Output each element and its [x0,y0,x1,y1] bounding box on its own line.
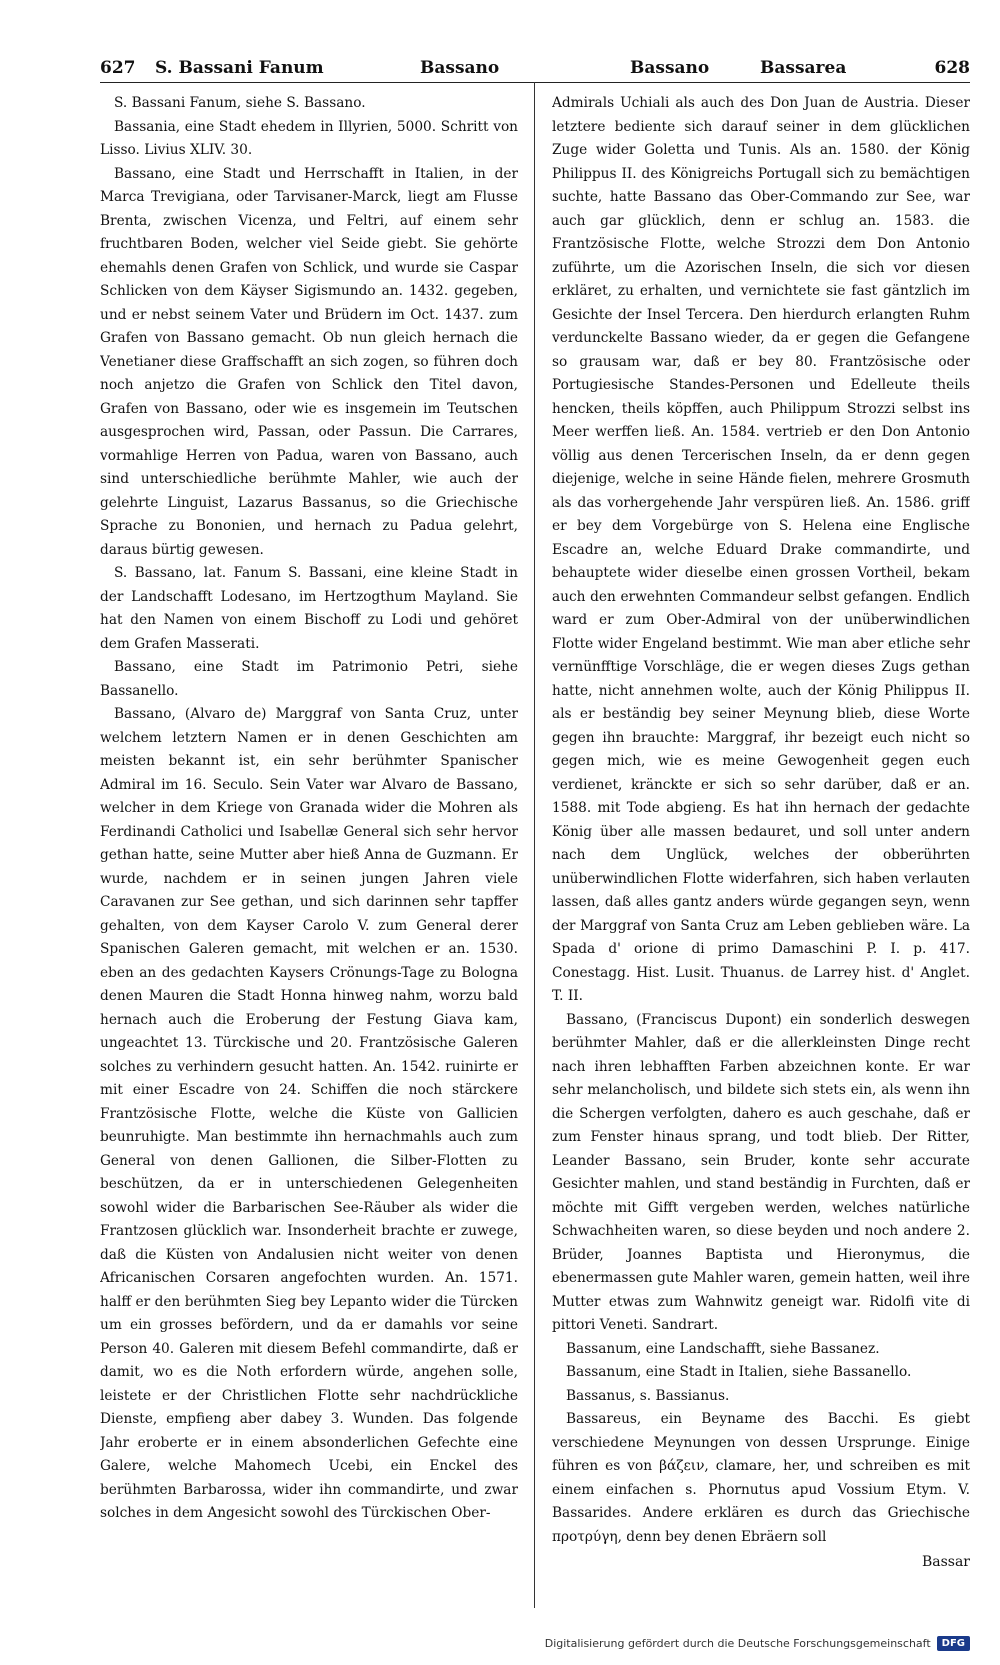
book-page [100,48,970,1608]
right-column [552,92,970,1608]
catchword: Bassar [921,1554,970,1570]
article-entry: Bassano, eine Stadt im Patrimonio Petri, siehe Bassanello. [100,659,518,699]
header-keyword-right: Bassarea [760,58,847,78]
article-entry: Bassano, eine Stadt und Herrschafft in Italien, in der Marca Trevigiana, oder Tarvisaner-Marck, liegt am Flusse Brenta, zwischen Vicenza, und Feltri, auf einem sehr fruchtbaren Boden, welcher viel Seide giebt. Sie gehörte ehemahls denen Grafen von Schlick, und wurde sie Caspar Schlicken von dem Käyser Sigismundo an. 1432. gegeben, und er nebst seinem Vater und Brüdern im Oct. 1437. zum Grafen von Bassano gemacht. Ob nun gleich hernach die Venetianer diese Graffschafft an sich zogen, so führen doch noch anjetzo die Grafen von Schlick den Titel davon, Grafen von Bassano, oder wie es insgemein im Teutschen ausgesprochen wird, Passan, oder Passun. Die Carrares, vormahlige Herren von Padua, waren von Bassano, auch sind unterschiedliche berühmte Mahler, wie auch der gelehrte Linguist, Lazarus Bassanus, so die Griechische Sprache zu Bononien, und hernach zu Padua gelehrt, daraus bürtig gewesen. [100,165,518,558]
article-entry: Bassanus, s. Bassianus. [566,1387,730,1404]
header-keyword-center-right: Bassano [630,58,710,78]
article-entry: Bassanum, eine Stadt in Italien, siehe Bassanello. [566,1364,912,1380]
article-entry: S. Bassani Fanum, siehe S. Bassano. [114,95,366,111]
header-title-left: S. Bassani Fanum [155,58,324,78]
page-number-left: 627 [100,58,136,78]
digitization-footer [545,1636,970,1651]
article-entry: Bassano, (Franciscus Dupont) ein sonderlich deswegen berühmter Mahler, daß er die allerkleinsten Dinge recht nach ihren lebhafften Farben abzeichnen konte. Er war sehr melancholisch, und bildete sich stets ein, als wenn ihn die Schergen verfolgten, dahero es auch geschahe, daß er zum Fenster hinaus sprang, und todt blieb. Der Ritter, Leander Bassano, sein Bruder, konte sehr accurate Gesichter mahlen, und stand beständig in Furchten, daß er möchte mit Gifft vergeben werden, welches natürliche Schwachheiten waren, so diese beyden und noch andere 2. Brüder, Joannes Baptista und Hieronymus, die ebenermassen gute Mahler waren, gemein hatten, weil ihre Mutter etwas zum Wahnwitz geneigt war. Ridolfi vite di pittori Veneti. Sandrart. [552,1011,970,1333]
article-entry: Bassareus, ein Beyname des Bacchi. Es giebt verschiedene Meynungen von dessen Ursprunge. Einige führen es von βάζειν, clamare, her, und schreiben es mit einem einfachen s. Phornutus apud Vossium Etym. V. Bassarides. Andere erklären es durch das Griechische προτρύγη, denn bey denen Ebräern soll [552,1411,970,1545]
running-header [100,48,970,83]
article-entry: Bassania, eine Stadt ehedem in Illyrien, 5000. Schritt von Lisso. Livius XLIV. 30. [100,118,518,158]
left-column [100,92,518,1608]
article-entry: Bassanum, eine Landschafft, siehe Bassanez. [566,1340,880,1357]
article-entry: Admirals Uchiali als auch des Don Juan de Austria. Dieser letztere bediente sich darauf seiner in dem glücklichen Zuge wider Goletta und Tunis. Als an. 1580. der König Philippus II. des Königreichs Portugall sich zu bemächtigen suchte, hatte Bassano das Ober-Commando zur See, war auch gar glücklich, denn er schlug an. 1583. die Frantzösische Flotte, welche Strozzi dem Don Antonio zuführte, um die Azorischen Inseln, die sich vor diesen erkläret, zu erhalten, und vernichtete sie fast gäntzlich im Gesichte der Insel Tercera. Den hierdurch erlangten Ruhm verdunckelte Bassano wieder, da er gegen die Gefangene so grausam war, daß er bey 80. Frantzösische oder Portugiesische Standes-Personen und Edelleute theils hencken, theils köpffen, auch Philippum Strozzi selbst ins Meer werffen ließ. An. 1584. vertrieb er den Don Antonio völlig aus denen Tercerischen Inseln, da er denn gegen diejenige, welche in seine Hände fielen, mehrere Grosmuth als das vorhergehende Jahr verspüren ließ. An. 1586. griff er bey dem Vorgebürge von S. Helena eine Englische Escadre an, welche Eduard Drake commandirte, und behauptete wider dieselbe einen grossen Vortheil, bekam auch den erwehnten Commandeur selbst gefangen. Endlich ward er zum Ober-Admiral von der unüberwindlichen Flotte wider Engeland bestimmt. Wie man aber etliche sehr vernünfftige Vorschläge, die er wegen dieses Zugs gethan hatte, nicht annehmen wolte, auch der König Philippus II. als er beständig bey seiner Meynung blieb, diese Worte gegen ihn brauchte: Marggraf, ihr bezeigt euch nicht so gegen mich, wie es meine Gewogenheit gegen euch verdienet, kränckte er sich so sehr darüber, daß er an. 1588. mit Tode abgieng. Es hat ihn hernach der gedachte König über alle massen bedauret, und soll unter andern nach dem Unglück, welches der obberührten unüberwindlichen Flotte widerfahren, sich haben verlauten lassen, daß alles gantz anders würde gegangen seyn, wenn der Marggraf von Santa Cruz am Leben geblieben wäre. La Spada d' orione di primo Damaschini P. I. p. 417. Conestagg. Hist. Lusit. Thuanus. de Larrey hist. d' Anglet. T. II. [552,95,970,1004]
header-keyword-left: Bassano [420,58,500,78]
dfg-logo-icon: DFG [937,1636,970,1651]
article-entry: S. Bassano, lat. Fanum S. Bassani, eine kleine Stadt in der Landschafft Lodesano, im Hertzogthum Mayland. Sie hat den Namen von einem Bischoff zu Lodi und gehöret dem Grafen Masserati. [100,565,518,652]
page-number-right: 628 [934,58,970,78]
article-entry: Bassano, (Alvaro de) Marggraf von Santa Cruz, unter welchem letztern Namen er in denen Geschichten am meisten bekannt ist, ein sehr berühmter Spanischer Admiral im 16. Seculo. Sein Vater war Alvaro de Bassano, welcher in dem Kriege von Granada wider die Mohren als Ferdinandi Catholici und Isabellæ General sich sehr hervor gethan hatte, seine Mutter aber hieß Anna de Guzmann. Er wurde, nachdem er in seinen jungen Jahren viele Caravanen zur See gethan, und sich darinnen sehr tapffer gehalten, von dem Kayser Carolo V. zum General derer Spanischen Galeren gemacht, mit welchen er an. 1530. eben an des gedachten Kaysers Crönungs-Tage zu Bologna denen Mauren die Stadt Honna hinweg nahm, worzu bald hernach auch die Eroberung der Festung Giava kam, ungeachtet 13. Türckische und 20. Frantzösische Galeren solches zu verhindern gesucht hatten. An. 1542. ruinirte er mit einer Escadre von 24. Schiffen die noch stärckere Frantzösische Flotte, welche die Küste von Gallicien beunruhigte. Man bestimmte ihn hernachmahls auch zum General von denen Gallionen, die Silber-Flotten zu beschützen, da er in unterschiedenen Gelegenheiten sowohl wider die Barbarischen See-Räuber als wider die Frantzosen glücklich war. Insonderheit brachte er zuwege, daß die Küsten von Andalusien nicht weiter von denen Africanischen Corsaren angefochten wurden. An. 1571. halff er den berühmten Sieg bey Lepanto wider die Türcken um ein grosses befördern, und da er damahls vor seine Person 40. Galeren mit diesem Befehl commandirte, daß er damit, wo es die Noth erfordern würde, angehen solle, leistete er der Christlichen Flotte sehr nachdrückliche Dienste, empfieng aber dabey 3. Wunden. Das folgende Jahr eroberte er in einem absonderlichen Gefechte eine Galere, welche Mahomech Ucebi, ein Enckel des berühmten Barbarossa, wider ihn commandirte, und zwar solches in dem Angesicht sowohl des Türckischen Ober- [100,706,518,1521]
footer-credit: Digitalisierung gefördert durch die Deutsche Forschungsgemeinschaft [544,1637,931,1650]
text-columns [100,92,970,1608]
